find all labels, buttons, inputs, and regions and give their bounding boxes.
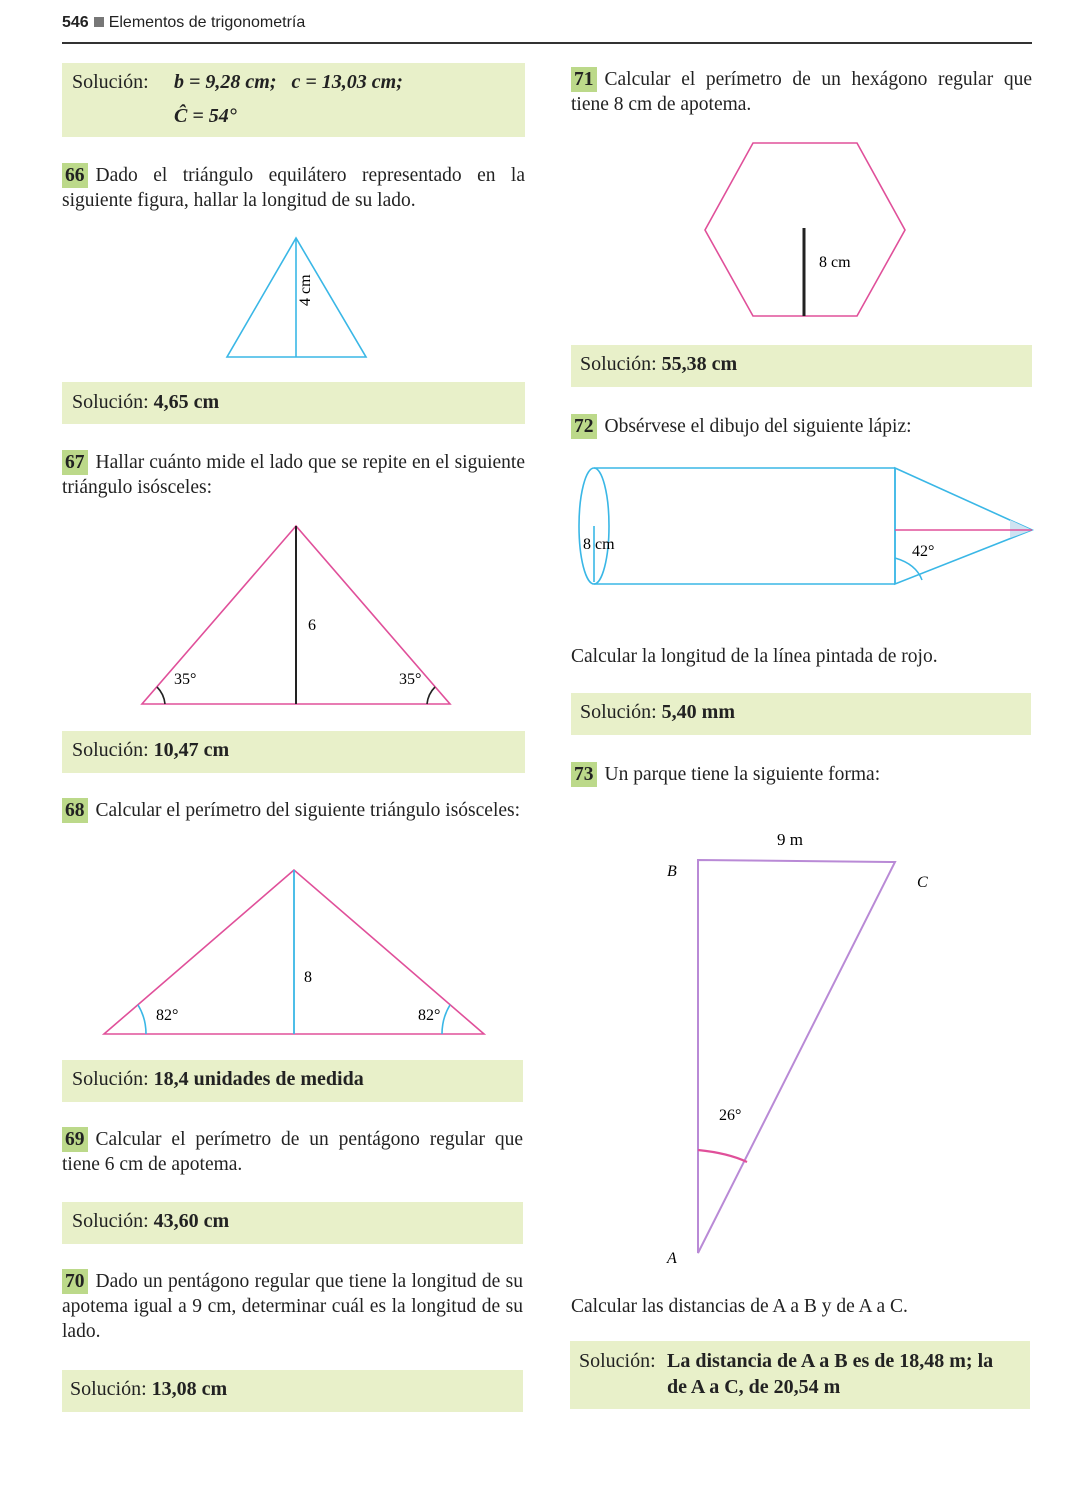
solution-value: 13,08 cm — [151, 1378, 228, 1400]
solution-content — [72, 391, 219, 414]
solution-label: Solución: — [72, 1068, 149, 1090]
solution-line-2: Ĉ = 54° — [174, 105, 237, 127]
page-header — [62, 14, 1032, 44]
square-bullet-icon — [94, 17, 104, 27]
problem-69 — [62, 1127, 523, 1177]
solution-line-2: de A a C, de 20,54 m — [667, 1376, 841, 1398]
height-label: 8 — [304, 969, 312, 986]
solution-content — [580, 353, 737, 376]
problem-72 — [571, 414, 1032, 439]
problem-text: Calcular el perímetro de un hexágono regular que tiene 8 cm de apotema. — [571, 69, 1032, 115]
top-side-label: 9 m — [777, 830, 803, 849]
solution-box-72 — [571, 693, 1031, 735]
solution-content — [70, 1378, 227, 1401]
vertex-a-label: A — [667, 1250, 677, 1267]
problem-number: 73 — [571, 762, 597, 787]
problem-66 — [62, 163, 525, 213]
solution-value: 5,40 mm — [661, 701, 735, 723]
diameter-label: 8 cm — [583, 536, 615, 553]
solution-box-65 — [62, 63, 525, 137]
problem-text: Calcular el perímetro del siguiente triángulo isósceles: — [95, 800, 521, 821]
height-label: 4 cm — [297, 274, 314, 306]
solution-label: Solución: — [70, 1378, 147, 1400]
solution-label: Solución: — [72, 71, 149, 93]
solution-box-71 — [571, 345, 1032, 387]
problem-text: Un parque tiene la siguiente forma: — [604, 764, 881, 785]
problem-text: Calcular el perímetro de un pentágono regular que tiene 6 cm de apotema. — [62, 1129, 523, 1175]
solution-label: Solución: — [72, 1210, 149, 1232]
problem-number: 67 — [62, 450, 88, 475]
angle-left-label: 35° — [174, 671, 197, 688]
pencil-figure — [570, 460, 1040, 592]
problem-73-question: Calcular las distancias de A a B y de A a C. — [571, 1296, 908, 1317]
problem-text: Obsérvese el dibujo del siguiente lápiz: — [604, 416, 912, 437]
angle-right-label: 82° — [418, 1007, 441, 1024]
problem-number: 69 — [62, 1127, 88, 1152]
solution-line-1: b = 9,28 cm; c = 13,03 cm; — [174, 71, 403, 93]
angle-right-label: 35° — [399, 671, 422, 688]
isosceles-triangle-figure-68 — [100, 864, 490, 1040]
isosceles-triangle-figure-67 — [138, 520, 458, 712]
problem-number: 66 — [62, 163, 88, 188]
angle-label: 42° — [912, 543, 935, 560]
solution-label: Solución: — [72, 391, 149, 413]
problem-70 — [62, 1269, 523, 1344]
vertex-c-label: C — [917, 874, 928, 891]
solution-box-68 — [62, 1060, 523, 1102]
problem-72-question: Calcular la longitud de la línea pintada de rojo. — [571, 646, 938, 667]
solution-label: Solución: — [72, 739, 149, 761]
solution-box-70 — [62, 1370, 523, 1412]
solution-content — [72, 739, 229, 762]
equilateral-triangle-figure — [220, 232, 380, 367]
problem-number: 70 — [62, 1269, 88, 1294]
problem-71 — [571, 67, 1032, 117]
solution-line-1: La distancia de A a B es de 18,48 m; la — [667, 1350, 994, 1372]
solution-box-67 — [62, 731, 525, 773]
solution-label: Solución: — [580, 353, 657, 375]
solution-label: Solución: — [580, 701, 657, 723]
problem-text: Dado un pentágono regular que tiene la longitud de su apotema igual a 9 cm, determinar cuál es la longitud de su lado. — [62, 1271, 523, 1342]
apothem-label: 8 cm — [819, 254, 851, 271]
vertex-b-label: B — [667, 863, 677, 880]
problem-67 — [62, 450, 525, 500]
park-triangle-figure — [650, 825, 950, 1270]
solution-content — [580, 701, 735, 724]
solution-value: 18,4 unidades de medida — [153, 1068, 364, 1090]
solution-value: 43,60 cm — [153, 1210, 230, 1232]
problem-text: Dado el triángulo equilátero representado en la siguiente figura, hallar la longitud de su lado. — [62, 165, 525, 211]
solution-value: 55,38 cm — [661, 353, 738, 375]
section-title: Elementos de trigonometría — [108, 14, 306, 31]
solution-label: Solución: — [579, 1350, 656, 1372]
solution-content — [72, 1068, 364, 1091]
hexagon-figure — [700, 138, 910, 322]
problem-number: 68 — [62, 798, 88, 823]
problem-number: 72 — [571, 414, 597, 439]
solution-value: 4,65 cm — [153, 391, 220, 413]
problem-73 — [571, 762, 1032, 787]
solution-box-69 — [62, 1202, 523, 1244]
problem-68 — [62, 798, 525, 823]
solution-value: 10,47 cm — [153, 739, 230, 761]
solution-content — [72, 1210, 229, 1233]
solution-box-66 — [62, 382, 525, 424]
height-label: 6 — [308, 617, 316, 634]
problem-text: Hallar cuánto mide el lado que se repite en el siguiente triángulo isósceles: — [62, 452, 525, 498]
angle-label: 26° — [719, 1107, 742, 1124]
page-number: 546 — [62, 14, 89, 31]
angle-left-label: 82° — [156, 1007, 179, 1024]
problem-number: 71 — [571, 67, 597, 92]
solution-box-73 — [570, 1341, 1030, 1409]
